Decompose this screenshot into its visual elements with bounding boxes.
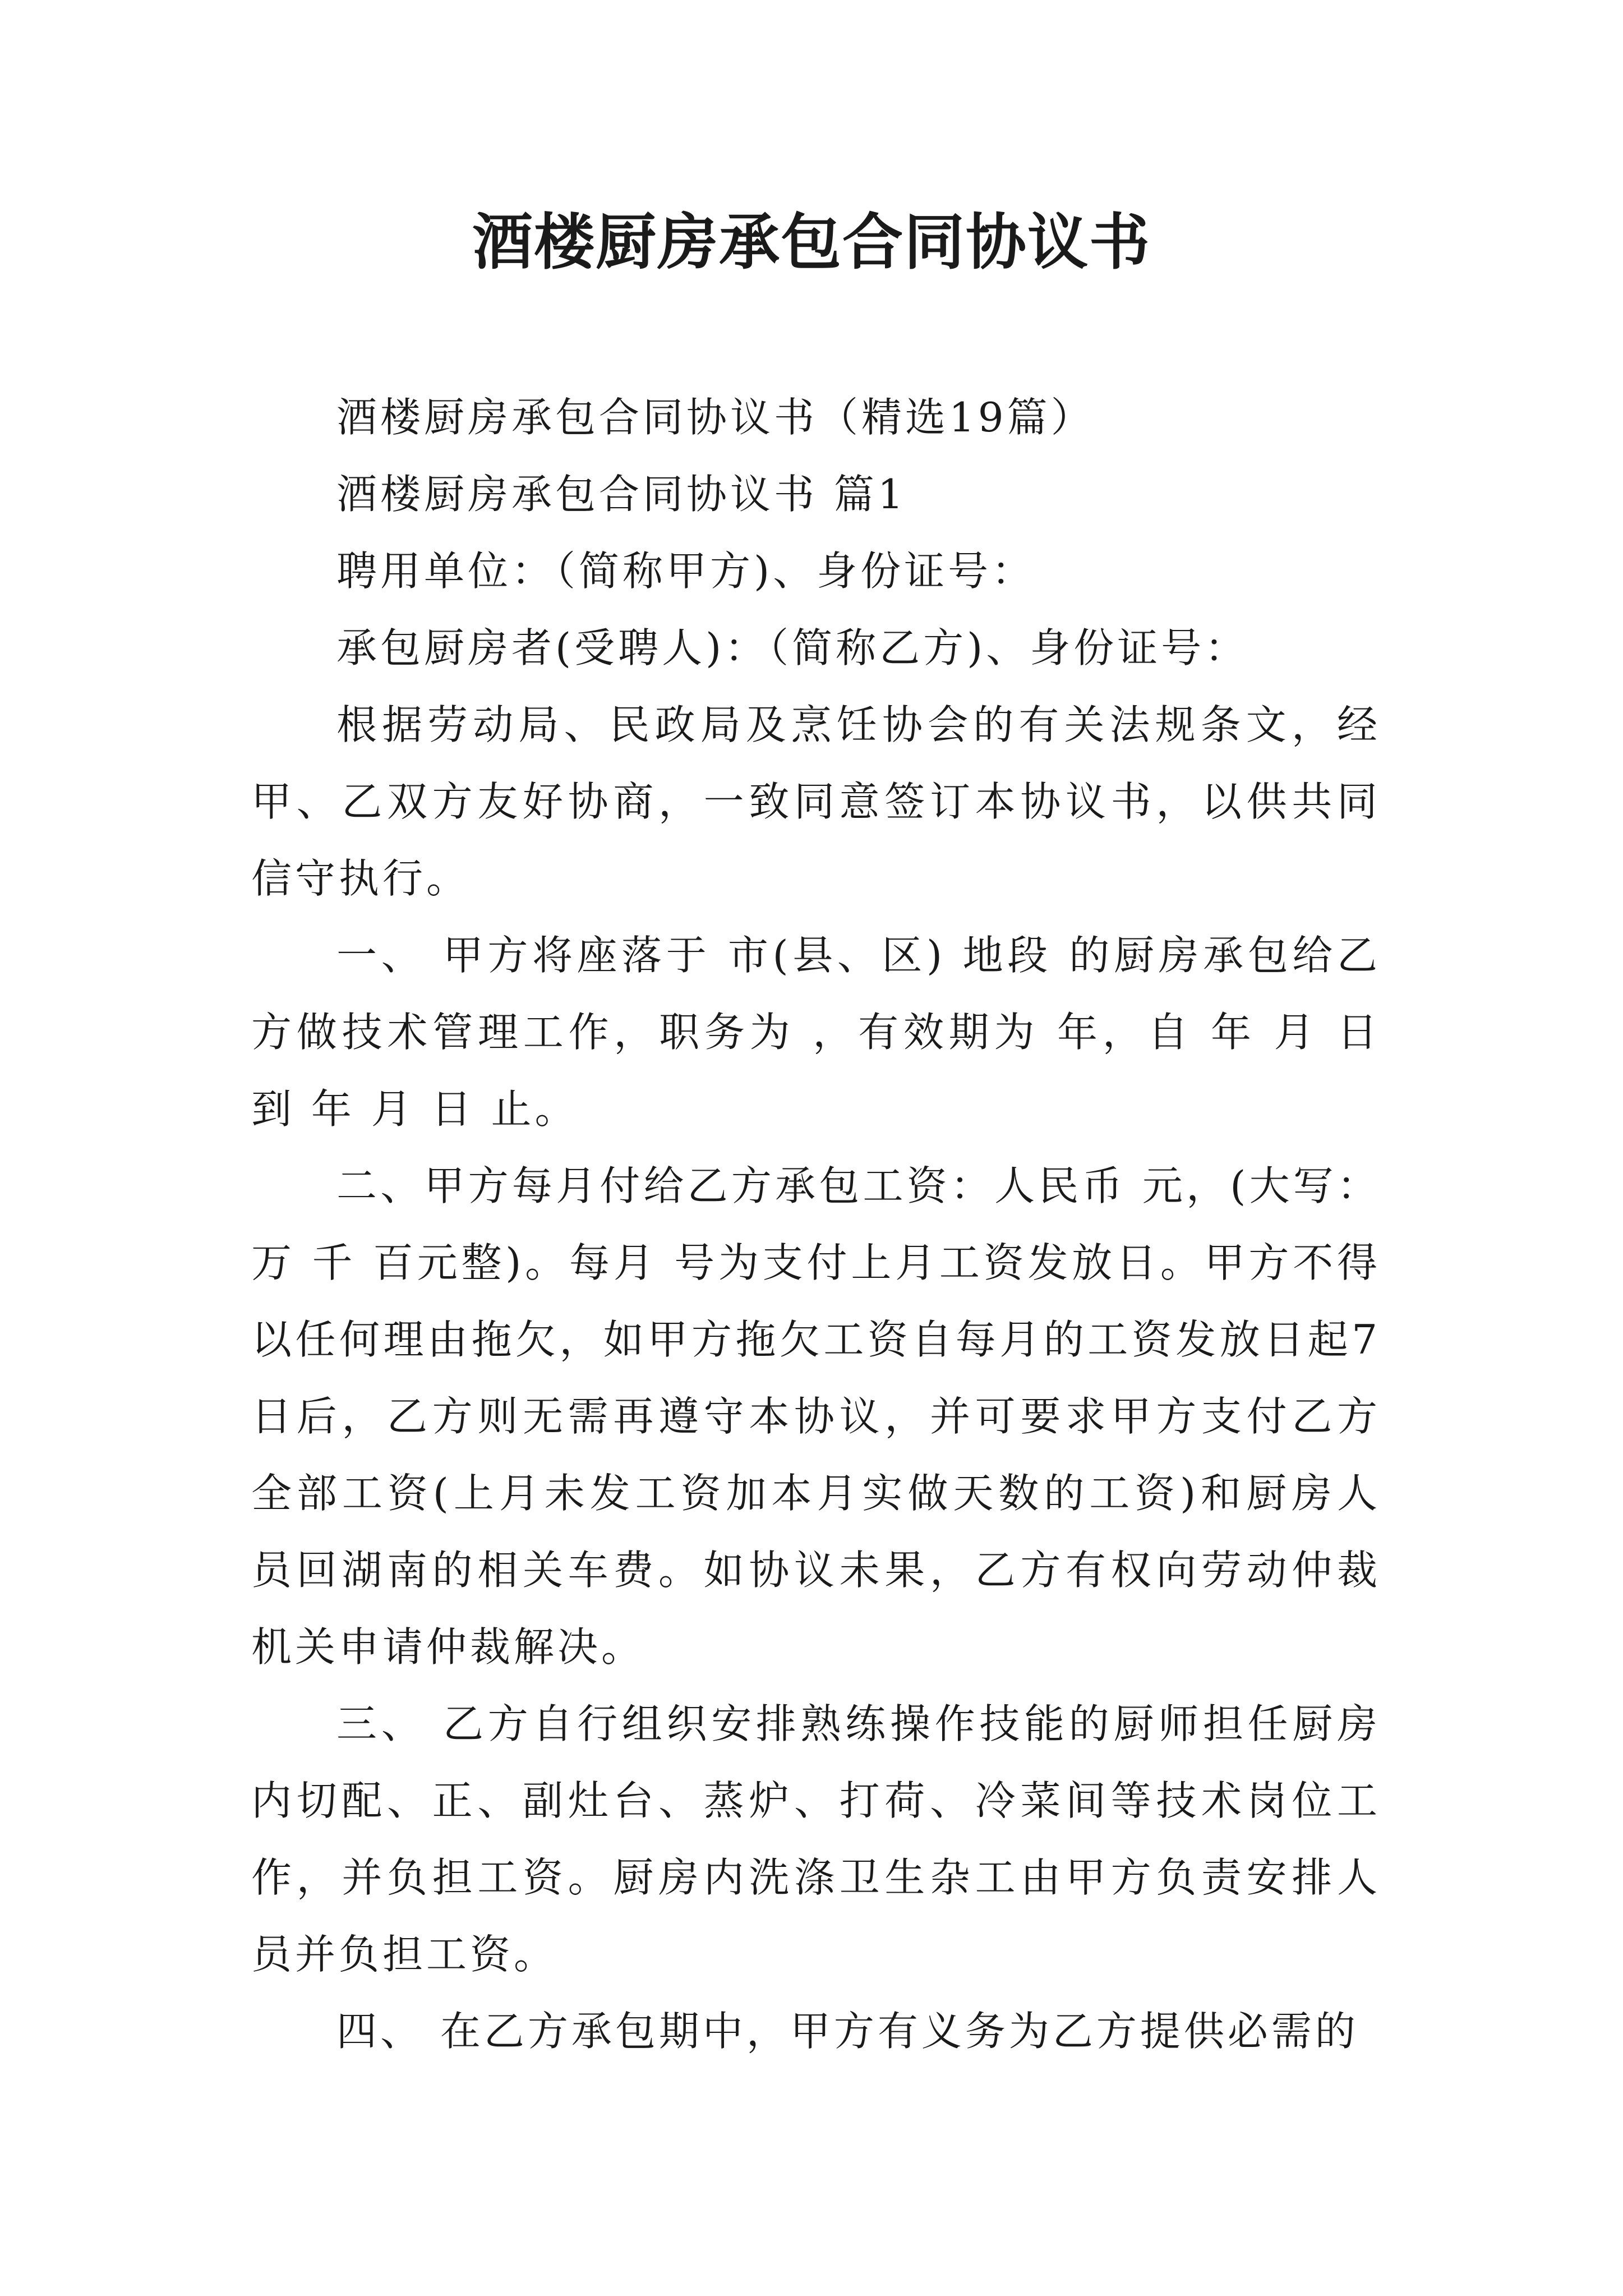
paragraph-preamble: 根据劳动局、民政局及烹饪协会的有关法规条文，经甲、乙双方友好协商，一致同意签订本协议书，以供共同信守执行。 <box>251 701 1381 902</box>
paragraph-clause-2: 二、甲方每月付给乙方承包工资：人民币 元，(大写：万 千 百元整)。每月 号为支付上月工资发放日。甲方不得以任何理由拖欠，如甲方拖欠工资自每月的工资发放日起7日后，乙方则无需再遵守本协议，并可要求甲方支付乙方全部工资(上月未发工资加本月实做天数的工资)和厨房人员回湖南的相关车费。如协议未果，乙方有权向劳动仲裁机关申请仲裁解决。 <box>251 1162 1381 1671</box>
paragraph-clause-4: 四、 在乙方承包期中，甲方有义务为乙方提供必需的 <box>336 2008 1359 2055</box>
paragraph-collection-title: 酒楼厨房承包合同协议书（精选19篇） <box>336 394 1095 441</box>
paragraph-clause-1: 一、 甲方将座落于 市(县、区) 地段 的厨房承包给乙方做技术管理工作，职务为 ，有效期为 年，自 年 月 日到 年 月 日 止。 <box>251 932 1381 1133</box>
document-body <box>251 379 1381 2070</box>
paragraph-chapter-heading: 酒楼厨房承包合同协议书 篇1 <box>336 471 907 518</box>
document-title: 酒楼厨房承包合同协议书 <box>472 207 1151 278</box>
paragraph-clause-3: 三、 乙方自行组织安排熟练操作技能的厨师担任厨房内切配、正、副灶台、蒸炉、打荷、冷菜间等技术岗位工作，并负担工资。厨房内洗涤卫生杂工由甲方负责安排人员并负担工资。 <box>251 1700 1381 1978</box>
paragraph-employer: 聘用单位：（简称甲方)、身份证号： <box>336 547 1036 595</box>
paragraph-contractor: 承包厨房者(受聘人)：（简称乙方)、身份证号： <box>336 624 1249 671</box>
